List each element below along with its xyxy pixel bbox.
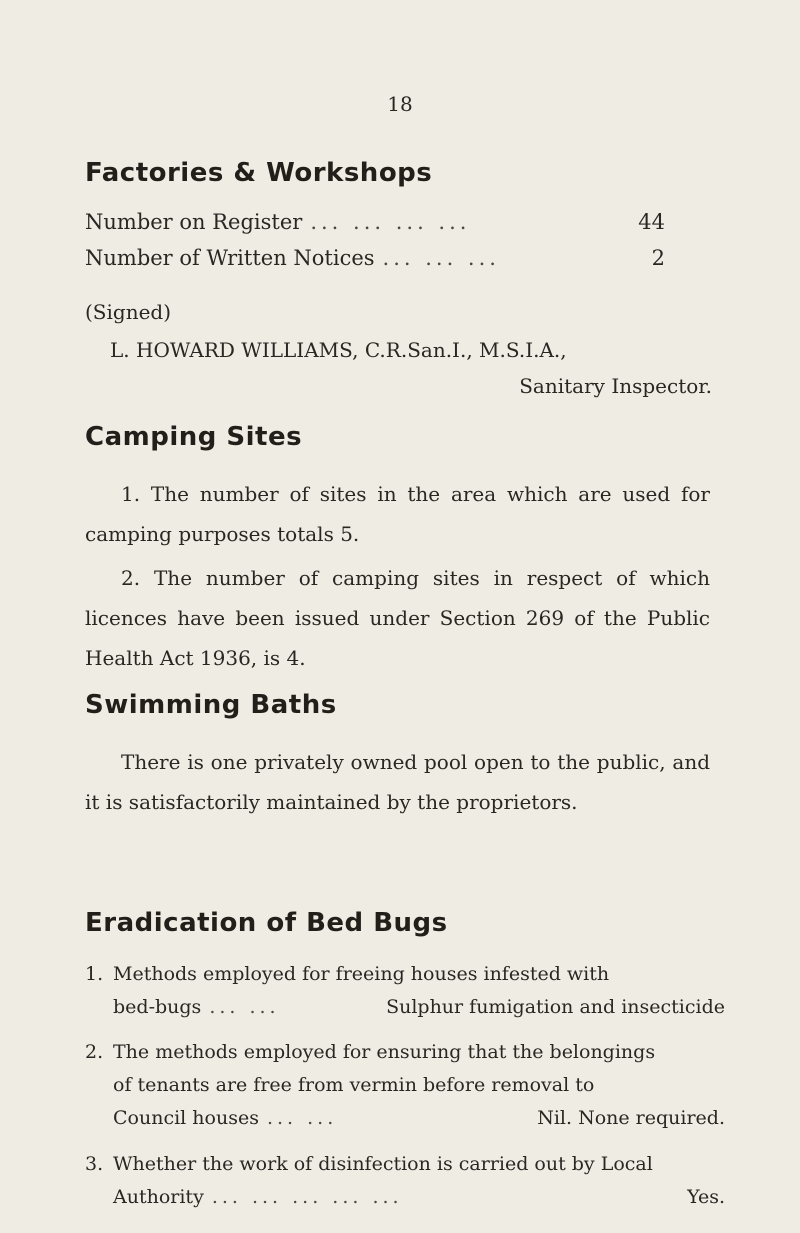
item-number: 3. bbox=[85, 1153, 104, 1175]
signatory-title: Sanitary Inspector. bbox=[519, 374, 712, 398]
bedbugs-item-1 bbox=[85, 958, 725, 1024]
signed-label: (Signed) bbox=[85, 300, 172, 324]
register-value: 44 bbox=[638, 210, 665, 234]
signatory-name: L. HOWARD WILLIAMS, C.R.San.I., M.S.I.A., bbox=[110, 338, 567, 362]
notices-row bbox=[85, 246, 665, 270]
bedbugs-item-3 bbox=[85, 1148, 725, 1214]
page-number: 18 bbox=[387, 92, 413, 116]
item-text: of tenants are free from vermin before removal to bbox=[113, 1074, 595, 1096]
item-text: Whether the work of disinfection is carried out by Local bbox=[113, 1153, 653, 1175]
register-row bbox=[85, 210, 665, 234]
item-text: bed-bugs bbox=[113, 996, 202, 1018]
leader-dots: ... ... bbox=[209, 996, 280, 1018]
item-text: Authority bbox=[113, 1186, 204, 1208]
leader-dots: ... ... ... ... ... bbox=[211, 1186, 403, 1208]
swimming-heading: Swimming Baths bbox=[85, 690, 337, 720]
leader-dots: ... ... ... ... bbox=[310, 210, 471, 234]
swimming-paragraph: There is one privately owned pool open to the public, and it is satisfactorily maintained by the proprietors. bbox=[85, 750, 710, 814]
notices-label: Number of Written Notices bbox=[85, 246, 375, 270]
item-answer: Sulphur fumigation and insecticide bbox=[386, 996, 725, 1018]
camping-paragraph-2: 2. The number of camping sites in respect of which licences have been issued under Section 269 of the Public Health Act 1936, is 4. bbox=[85, 566, 710, 670]
register-label: Number on Register bbox=[85, 210, 303, 234]
camping-paragraph-1: 1. The number of sites in the area which are used for camping purposes totals 5. bbox=[85, 482, 710, 546]
factories-heading: Factories & Workshops bbox=[85, 158, 433, 188]
leader-dots: ... ... ... bbox=[382, 246, 500, 270]
item-number: 1. bbox=[85, 963, 104, 985]
item-text: Council houses bbox=[113, 1107, 259, 1129]
item-text: The methods employed for ensuring that the belongings bbox=[113, 1041, 656, 1063]
notices-value: 2 bbox=[651, 246, 665, 270]
item-answer: Yes. bbox=[687, 1186, 725, 1208]
camping-heading: Camping Sites bbox=[85, 422, 303, 452]
item-text: Methods employed for freeing houses infested with bbox=[113, 963, 610, 985]
bedbugs-item-2 bbox=[85, 1036, 725, 1135]
item-answer: Nil. None required. bbox=[537, 1107, 725, 1129]
item-number: 2. bbox=[85, 1041, 104, 1063]
leader-dots: ... ... bbox=[266, 1107, 338, 1129]
bedbugs-heading: Eradication of Bed Bugs bbox=[85, 908, 448, 938]
